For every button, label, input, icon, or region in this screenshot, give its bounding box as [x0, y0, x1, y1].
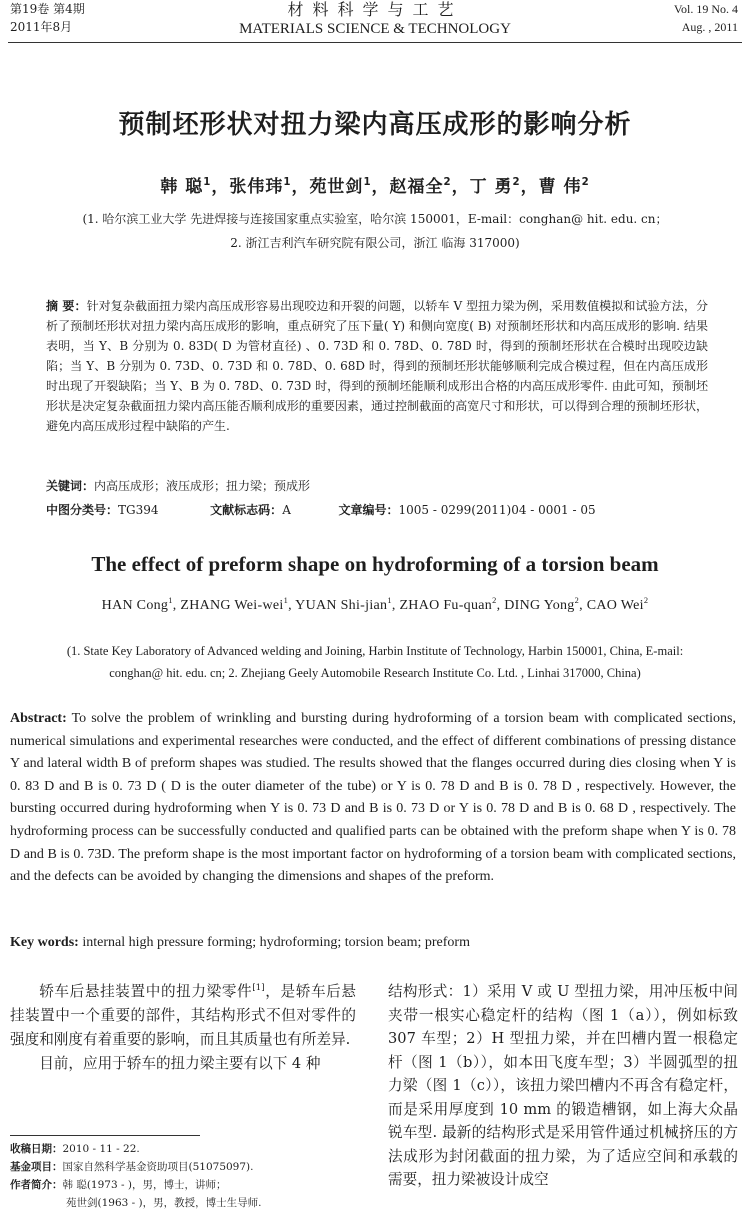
received-label: 收稿日期： — [10, 1143, 63, 1155]
affiliation-en-line-2: conghan@ hit. edu. cn; 2. Zhejiang Geely Automobile Research Institute Co. Ltd. , Linhai 317000, China) — [109, 666, 641, 680]
paper-title-cn: 预制坯形状对扭力梁内高压成形的影响分析 — [118, 110, 632, 140]
citation-ref[interactable]: [1] — [252, 982, 265, 993]
body-paragraph: 目前，应用于轿车的扭力梁主要有以下 4 种 — [39, 1055, 321, 1072]
fund-label: 基金项目： — [10, 1161, 63, 1173]
journal-name-en: MATERIALS SCIENCE & TECHNOLOGY — [239, 21, 511, 37]
keywords-cn-text: 内高压成形；液压成形；扭力梁；预成形 — [94, 479, 311, 493]
author-list-cn: 韩 聪$^1$，张伟玮$^1$，苑世剑$^1$，赵福全$^2$，丁 勇$^2$，曹 伟$^2$ — [160, 176, 590, 197]
fund-value: 国家自然科学基金资助项目(51075097). — [62, 1161, 254, 1173]
author-affil-mark: 1 — [363, 176, 372, 188]
author-affil-mark: 1 — [283, 596, 289, 606]
abstract-en-text: To solve the problem of wrinkling and bursting during hydroforming of a torsion beam with complicated sections, numerical simulations and experimental researches were conducted, and the effect of different combinations of pressing distance Y and lateral width B of preform shapes was studied. The results showed that the flanges occurred during dies closing when Y is 0. 83 D and B is 0. 73 D ( D is the outer diameter of the tube) or Y is 0. 78 D and B is 0. 78 D , respectively. However, the bursting occurred during hydroforming when Y is 0. 73 D and B is 0. 73 D or Y is 0. 78 D and B is 0. 68 D , respectively. The hydroforming process can be successfully conducted and qualified parts can be obtained with the preform shape when Y is 0. 78 D and B is 0. 73D. The preform shape is the most important factor on hydroforming of a torsion beam with complicated sections, and the defects can be avoided by changing the dimensions and shapes of the preform. — [10, 711, 736, 885]
author-name: 苑世剑 — [309, 177, 364, 197]
header-date-cn: 2011年8月 — [10, 20, 73, 34]
footnotes — [10, 1140, 356, 1212]
footnote-rule — [10, 1135, 200, 1136]
author-affil-mark: 2 — [574, 596, 580, 606]
article-id-value: 1005 - 0299(2011)04 - 0001 - 05 — [398, 503, 596, 517]
affiliation-cn-line-2: 2. 浙江吉利汽车研究院有限公司，浙江 临海 317000) — [230, 236, 520, 250]
author-bio-1: 韩 聪(1973 - )，男，博士，讲师； — [62, 1179, 227, 1191]
classification-row — [46, 500, 708, 520]
header-rule — [8, 42, 742, 43]
author-affil-mark: 2 — [643, 596, 649, 606]
received-value: 2010 - 11 - 22. — [62, 1143, 140, 1155]
abstract-en-label: Abstract: — [10, 711, 67, 726]
author-name-en: ZHANG Wei-wei — [180, 598, 284, 613]
author-bio-label: 作者简介： — [10, 1179, 63, 1191]
footnote-received — [10, 1140, 356, 1158]
author-name: 赵福全 — [389, 177, 444, 197]
clc-value: TG394 — [118, 503, 159, 517]
header-volume-cn: 第19卷 第4期 — [10, 2, 85, 16]
header-right — [674, 0, 738, 36]
clc-label: 中图分类号： — [46, 503, 119, 517]
abstract-en — [10, 708, 736, 889]
author-affil-mark: 2 — [512, 176, 521, 188]
doc-code-label: 文献标志码： — [210, 503, 283, 517]
author-name-en: YUAN Shi-jian — [295, 598, 388, 613]
author-name: 张伟玮 — [229, 177, 284, 197]
keywords-cn-label: 关键词： — [46, 479, 95, 493]
paper-title-en: The effect of preform shape on hydroforming of a torsion beam — [91, 552, 659, 576]
author-list-en: HAN Cong$^1$, ZHANG Wei-wei$^1$, YUAN Shi-jian$^1$, ZHAO Fu-quan$^2$, DING Yong$^2$, CAO Wei$^2$ — [101, 596, 649, 613]
abstract-cn-label: 摘 要： — [46, 299, 87, 313]
author-name-en: CAO Wei — [586, 598, 644, 613]
footnote-author — [10, 1176, 356, 1194]
body-paragraph: 结构形式：1）采用 V 或 U 型扭力梁，用冲压板中间夹带一根实心稳定杆的结构（图 1（a）），例如标致307 车型；2）H 型扭力梁，并在凹槽内置一根稳定杆（图 1（b）），如本田飞度车型；3）半圆弧型的扭力梁（图 1（c）），该扭力梁凹槽内不再含有稳定杆，而是采用厚度到 10 mm 的锻造槽钢，如上海大众晶锐车型. 最新的结构形式是采用管件通过机械挤压的方法成形为封闭截面的扭力梁，为了适应空间和承载的需要，扭力梁被设计成空 — [388, 983, 738, 1188]
footnote-fund — [10, 1158, 356, 1176]
keywords-cn — [46, 476, 708, 496]
author-affil-mark: 2 — [443, 176, 452, 188]
author-name-en: HAN Cong — [101, 598, 169, 613]
body-paragraph — [10, 980, 356, 1052]
keywords-en-label: Key words: — [10, 935, 79, 950]
body-column-right — [388, 980, 738, 1192]
author-affil-mark: 1 — [387, 596, 392, 606]
author-affil-mark: 1 — [203, 176, 212, 188]
footnote-author-2: 苑世剑(1963 - )，男，教授，博士生导师. — [66, 1197, 262, 1209]
article-id-label: 文章编号： — [338, 503, 399, 517]
header-date-en: Aug. , 2011 — [681, 20, 738, 34]
author-affil-mark: 2 — [492, 596, 497, 606]
author-name: 曹 伟 — [538, 177, 582, 197]
journal-name-cn: 材料科学与工艺 — [287, 0, 463, 19]
abstract-cn-text: 针对复杂截面扭力梁内高压成形容易出现咬边和开裂的问题，以轿车 V 型扭力梁为例，采用数值模拟和试验方法，分析了预制坯形状对扭力梁内高压成形的影响，重点研究了压下量( Y) 和侧向宽度( B) 对预制坯形状和内高压成形的影响. 结果表明，当 Y、B 分别为 0. 83D( D 为管材直径) 、0. 73D 和 0. 78D、0. 78D 时，得到的预制坯形状在合模时出现咬边缺陷；当 Y、B 分别为 0. 73D、0. 73D 和 0. 78D、0. 68D 时，得到的预制坯形状能够顺利完成合模过程，但在内高压成形时出现了开裂缺陷；当 Y、B 为 0. 78D、0. 73D 时，得到的预制坯能顺利成形出合格的内高压成形零件. 由此可知，预制坯形状是决定复杂截面扭力梁内高压能否顺利成形的重要因素，通过控制截面的高宽尺寸和形状，可以得到合理的预制坯形状，避免内高压成形过程中缺陷的产生. — [46, 299, 708, 433]
author-name: 丁 勇 — [469, 177, 513, 197]
keywords-en — [10, 932, 736, 954]
body-text: 轿车后悬挂装置中的扭力梁零件 — [39, 983, 253, 1000]
header-center — [0, 0, 750, 38]
doc-code-value: A — [282, 503, 291, 517]
affiliation-cn-line-1: (1. 哈尔滨工业大学 先进焊接与连接国家重点实验室，哈尔滨 150001，E-mail：conghan@ hit. edu. cn； — [82, 212, 668, 226]
abstract-cn — [46, 296, 708, 436]
author-affil-mark: 1 — [168, 596, 173, 606]
header-volume-en: Vol. 19 No. 4 — [673, 2, 738, 16]
author-name-en: DING Yong — [504, 598, 575, 613]
body-text: ，是轿车后悬挂装置中一个重要的部件，其结构形式不但对零件的强度和刚度有着重要的影响，而且其质量也有所差异. — [10, 983, 356, 1048]
affiliation-en-line-1: (1. State Key Laboratory of Advanced welding and Joining, Harbin Institute of Technology, Harbin 150001, China, E-mail: — [66, 644, 684, 658]
author-name-en: ZHAO Fu-quan — [399, 598, 493, 613]
keywords-en-text: internal high pressure forming; hydroforming; torsion beam; preform — [82, 935, 470, 950]
author-affil-mark: 2 — [581, 176, 590, 188]
body-column-left — [10, 980, 356, 1076]
author-affil-mark: 1 — [283, 176, 292, 188]
running-header — [0, 0, 750, 46]
author-name: 韩 聪 — [160, 177, 204, 197]
